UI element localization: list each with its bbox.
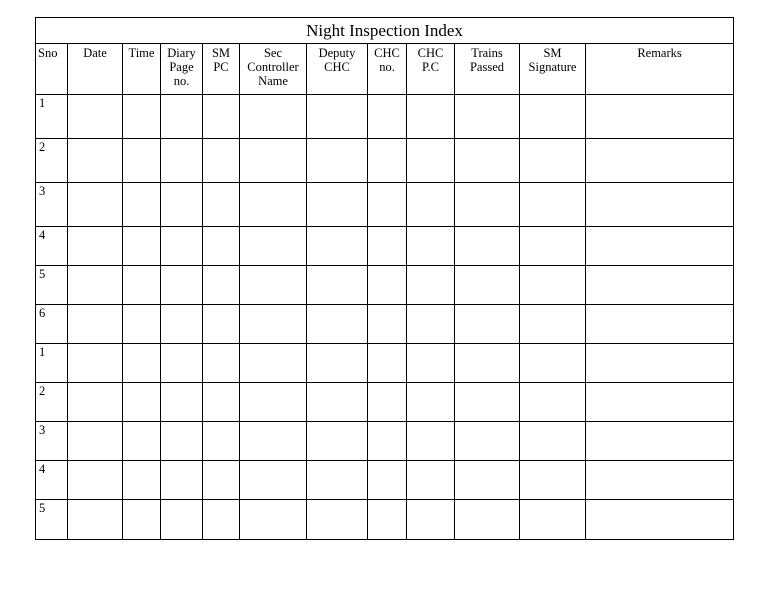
entry-cell[interactable] — [407, 183, 455, 227]
entry-cell[interactable] — [307, 383, 368, 422]
entry-cell[interactable] — [520, 266, 586, 305]
entry-cell[interactable] — [407, 227, 455, 266]
entry-cell[interactable] — [368, 227, 407, 266]
entry-cell[interactable] — [240, 461, 307, 500]
entry-cell[interactable] — [161, 95, 203, 139]
entry-cell[interactable] — [68, 461, 123, 500]
entry-cell[interactable] — [307, 344, 368, 383]
table-row — [36, 500, 734, 540]
entry-cell[interactable] — [240, 266, 307, 305]
entry-cell[interactable] — [161, 139, 203, 183]
column-header: Date — [68, 44, 123, 95]
entry-cell[interactable] — [307, 500, 368, 540]
entry-cell[interactable] — [240, 95, 307, 139]
entry-cell[interactable] — [520, 461, 586, 500]
entry-cell[interactable] — [161, 422, 203, 461]
column-header: Time — [123, 44, 161, 95]
entry-cell[interactable] — [161, 183, 203, 227]
entry-cell[interactable] — [407, 305, 455, 344]
entry-cell[interactable] — [68, 183, 123, 227]
entry-cell[interactable] — [203, 139, 240, 183]
entry-cell[interactable] — [68, 422, 123, 461]
entry-cell[interactable] — [240, 305, 307, 344]
entry-cell[interactable] — [520, 500, 586, 540]
entry-cell[interactable] — [307, 227, 368, 266]
entry-cell[interactable] — [455, 305, 520, 344]
entry-cell[interactable] — [307, 95, 368, 139]
table-row — [36, 139, 734, 183]
sno-cell: 3 — [36, 422, 68, 461]
table-row — [36, 266, 734, 305]
entry-cell[interactable] — [520, 227, 586, 266]
table-row — [36, 461, 734, 500]
entry-cell[interactable] — [520, 139, 586, 183]
entry-cell[interactable] — [455, 266, 520, 305]
entry-cell[interactable] — [161, 227, 203, 266]
entry-cell[interactable] — [520, 95, 586, 139]
entry-cell[interactable] — [407, 500, 455, 540]
entry-cell[interactable] — [520, 183, 586, 227]
entry-cell[interactable] — [520, 383, 586, 422]
entry-cell[interactable] — [68, 305, 123, 344]
entry-cell[interactable] — [68, 383, 123, 422]
entry-cell[interactable] — [586, 500, 734, 540]
entry-cell[interactable] — [307, 461, 368, 500]
table-row — [36, 183, 734, 227]
entry-cell[interactable] — [307, 139, 368, 183]
table-row — [36, 305, 734, 344]
entry-cell[interactable] — [368, 95, 407, 139]
entry-cell[interactable] — [123, 383, 161, 422]
column-header: SM Signature — [520, 44, 586, 95]
table-row — [36, 383, 734, 422]
entry-cell[interactable] — [203, 227, 240, 266]
entry-cell[interactable] — [240, 344, 307, 383]
entry-cell[interactable] — [203, 500, 240, 540]
table-row — [36, 227, 734, 266]
entry-cell[interactable] — [586, 183, 734, 227]
entry-cell[interactable] — [455, 139, 520, 183]
entry-cell[interactable] — [307, 305, 368, 344]
entry-cell[interactable] — [123, 344, 161, 383]
entry-cell[interactable] — [586, 227, 734, 266]
entry-cell[interactable] — [455, 500, 520, 540]
entry-cell[interactable] — [368, 183, 407, 227]
entry-cell[interactable] — [586, 422, 734, 461]
entry-cell[interactable] — [161, 500, 203, 540]
entry-cell[interactable] — [123, 422, 161, 461]
entry-cell[interactable] — [123, 95, 161, 139]
entry-cell[interactable] — [368, 139, 407, 183]
column-header: CHC no. — [368, 44, 407, 95]
entry-cell[interactable] — [123, 227, 161, 266]
entry-cell[interactable] — [203, 344, 240, 383]
entry-cell[interactable] — [520, 305, 586, 344]
entry-cell[interactable] — [161, 383, 203, 422]
entry-cell[interactable] — [68, 266, 123, 305]
column-header: Sec Controller Name — [240, 44, 307, 95]
inspection-table — [35, 17, 734, 540]
entry-cell[interactable] — [240, 183, 307, 227]
entry-cell[interactable] — [123, 183, 161, 227]
entry-cell[interactable] — [455, 422, 520, 461]
entry-cell[interactable] — [68, 95, 123, 139]
entry-cell[interactable] — [123, 139, 161, 183]
entry-cell[interactable] — [407, 266, 455, 305]
header-row — [36, 44, 734, 95]
entry-cell[interactable] — [123, 266, 161, 305]
entry-cell[interactable] — [586, 344, 734, 383]
column-header: Deputy CHC — [307, 44, 368, 95]
entry-cell[interactable] — [407, 344, 455, 383]
entry-cell[interactable] — [203, 305, 240, 344]
entry-cell[interactable] — [455, 461, 520, 500]
column-header: CHC P.C — [407, 44, 455, 95]
entry-cell[interactable] — [161, 461, 203, 500]
entry-cell[interactable] — [123, 461, 161, 500]
table-row — [36, 344, 734, 383]
sno-cell: 5 — [36, 500, 68, 540]
column-header: SM PC — [203, 44, 240, 95]
sno-cell: 4 — [36, 227, 68, 266]
entry-cell[interactable] — [368, 500, 407, 540]
entry-cell[interactable] — [586, 383, 734, 422]
entry-cell[interactable] — [455, 383, 520, 422]
sno-cell: 1 — [36, 95, 68, 139]
sno-cell: 2 — [36, 139, 68, 183]
entry-cell[interactable] — [407, 139, 455, 183]
entry-cell[interactable] — [240, 422, 307, 461]
entry-cell[interactable] — [203, 95, 240, 139]
column-header: Sno — [36, 44, 68, 95]
entry-cell[interactable] — [68, 227, 123, 266]
entry-cell[interactable] — [203, 183, 240, 227]
entry-cell[interactable] — [307, 266, 368, 305]
entry-cell[interactable] — [368, 422, 407, 461]
entry-cell[interactable] — [407, 95, 455, 139]
entry-cell[interactable] — [123, 305, 161, 344]
column-header: Remarks — [586, 44, 734, 95]
entry-cell[interactable] — [68, 500, 123, 540]
entry-cell[interactable] — [407, 422, 455, 461]
entry-cell[interactable] — [520, 344, 586, 383]
table-row — [36, 95, 734, 139]
entry-cell[interactable] — [586, 266, 734, 305]
entry-cell[interactable] — [161, 266, 203, 305]
entry-cell[interactable] — [368, 461, 407, 500]
sno-cell: 2 — [36, 383, 68, 422]
column-header: Trains Passed — [455, 44, 520, 95]
entry-cell[interactable] — [586, 305, 734, 344]
sno-cell: 5 — [36, 266, 68, 305]
entry-cell[interactable] — [368, 266, 407, 305]
entry-cell[interactable] — [455, 344, 520, 383]
entry-cell[interactable] — [240, 139, 307, 183]
entry-cell[interactable] — [455, 183, 520, 227]
page-title: Night Inspection Index — [36, 18, 734, 44]
entry-cell[interactable] — [586, 95, 734, 139]
table-row — [36, 422, 734, 461]
sno-cell: 6 — [36, 305, 68, 344]
table-body — [36, 95, 734, 540]
entry-cell[interactable] — [68, 139, 123, 183]
entry-cell[interactable] — [203, 422, 240, 461]
entry-cell[interactable] — [203, 461, 240, 500]
entry-cell[interactable] — [240, 227, 307, 266]
entry-cell[interactable] — [161, 344, 203, 383]
entry-cell[interactable] — [586, 139, 734, 183]
entry-cell[interactable] — [586, 461, 734, 500]
entry-cell[interactable] — [123, 500, 161, 540]
sno-cell: 4 — [36, 461, 68, 500]
entry-cell[interactable] — [455, 227, 520, 266]
entry-cell[interactable] — [161, 305, 203, 344]
entry-cell[interactable] — [368, 305, 407, 344]
entry-cell[interactable] — [240, 500, 307, 540]
entry-cell[interactable] — [407, 461, 455, 500]
entry-cell[interactable] — [203, 266, 240, 305]
entry-cell[interactable] — [368, 383, 407, 422]
entry-cell[interactable] — [407, 383, 455, 422]
sno-cell: 1 — [36, 344, 68, 383]
entry-cell[interactable] — [455, 95, 520, 139]
sno-cell: 3 — [36, 183, 68, 227]
entry-cell[interactable] — [520, 422, 586, 461]
column-header: Diary Page no. — [161, 44, 203, 95]
entry-cell[interactable] — [307, 422, 368, 461]
entry-cell[interactable] — [307, 183, 368, 227]
entry-cell[interactable] — [368, 344, 407, 383]
entry-cell[interactable] — [240, 383, 307, 422]
entry-cell[interactable] — [68, 344, 123, 383]
entry-cell[interactable] — [203, 383, 240, 422]
